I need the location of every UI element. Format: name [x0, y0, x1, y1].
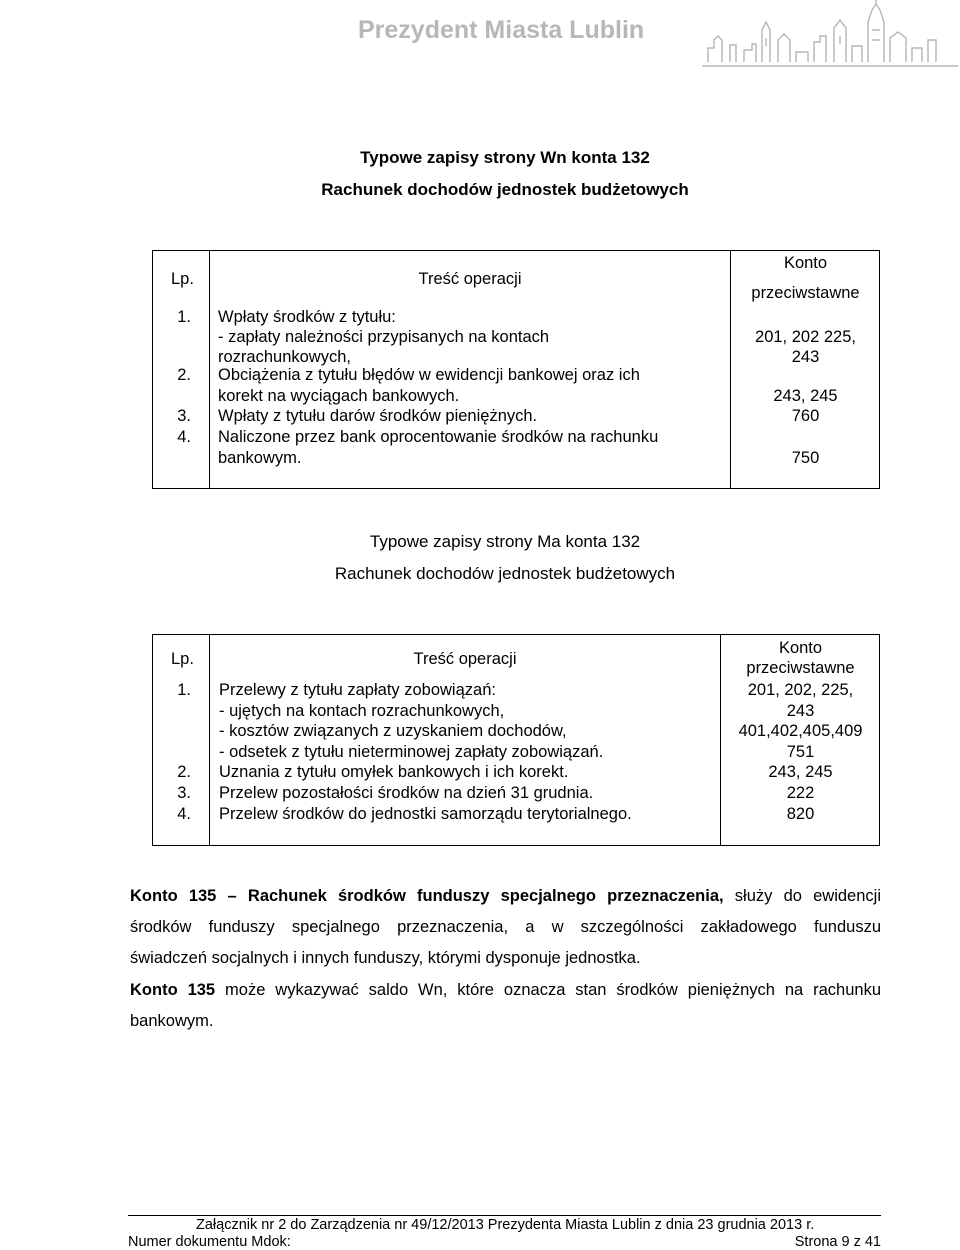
table-wn-lp-1: 1. — [177, 308, 191, 326]
table-ma-konto: 243 — [786, 702, 815, 720]
table-ma-lp-2: 2. — [177, 763, 191, 781]
konto-135-label: Konto 135 — [130, 981, 216, 999]
paragraph-text: może wykazywać saldo Wn, które oznacza stan środków pieniężnych na rachunku — [215, 981, 882, 999]
table-wn-konto: 201, 202 225, — [755, 328, 856, 346]
table-wn-konto: 243 — [791, 348, 820, 366]
section-ma-title: Typowe zapisy strony Ma konta 132 — [369, 532, 641, 551]
table-ma-tresc-line: Uznania z tytułu omyłek bankowych i ich korekt. — [219, 763, 569, 781]
paragraph-text: służy do ewidencji — [723, 887, 881, 905]
table-wn-header-konto: Konto — [783, 254, 828, 272]
table-ma-header-lp: Lp. — [171, 650, 194, 668]
table-wn-header-konto-2: przeciwstawne — [751, 284, 860, 302]
table-ma-tresc-line: - kosztów związanych z uzyskaniem dochodów, — [219, 722, 567, 740]
table-wn-konto: 243, 245 — [773, 387, 838, 405]
table-ma-tresc-line: Przelew pozostałości środków na dzień 31 grudnia. — [219, 784, 594, 802]
table-wn-tresc-line: korekt na wyciągach bankowych. — [218, 387, 460, 405]
paragraph-konto-135-line: świadczeń socjalnych i innych funduszy, którymi dysponuje jednostka. — [130, 949, 641, 967]
paragraph-saldo-line — [130, 980, 881, 1000]
table-ma-header-tresc: Treść operacji — [413, 650, 517, 668]
paragraph-saldo-line: bankowym. — [130, 1012, 214, 1030]
table-ma-konto: 201, 202, 225, — [747, 681, 854, 699]
section-wn-subtitle: Rachunek dochodów jednostek budżetowych — [321, 180, 689, 199]
table-ma-tresc-line: - odsetek z tytułu nieterminowej zapłaty zobowiązań. — [219, 743, 604, 761]
table-ma-lp-1: 1. — [177, 681, 191, 699]
konto-135-heading: Konto 135 – Rachunek środków funduszy specjalnego przeznaczenia, — [130, 887, 724, 905]
table-wn-lp-3: 3. — [177, 407, 191, 425]
footer-page-number: Strona 9 z 41 — [794, 1234, 881, 1250]
paragraph-konto-135-line — [130, 886, 881, 906]
city-skyline-logo — [700, 0, 960, 80]
section-ma-subtitle: Rachunek dochodów jednostek budżetowych — [334, 564, 676, 583]
paragraph-konto-135-line: środków funduszy specjalnego przeznaczenia, a w szczególności zakładowego funduszu — [130, 918, 881, 936]
footer-doc-number: Numer dokumentu Mdok: — [128, 1234, 291, 1250]
table-ma-lp-4: 4. — [177, 805, 191, 823]
table-wn — [152, 250, 880, 489]
table-wn-tresc-line: rozrachunkowych, — [218, 348, 351, 366]
table-ma-header-konto-2: przeciwstawne — [746, 659, 855, 677]
table-wn-tresc-line: - zapłaty należności przypisanych na kontach — [218, 328, 550, 346]
table-wn-tresc-line: Naliczone przez bank oprocentowanie środków na rachunku — [218, 428, 659, 446]
table-ma-konto: 751 — [786, 743, 815, 761]
table-wn-konto: 750 — [791, 449, 820, 467]
table-wn-header-tresc: Treść operacji — [418, 270, 522, 288]
table-ma-tresc-line: Przelewy z tytułu zapłaty zobowiązań: — [219, 681, 496, 699]
footer-attachment-note: Załącznik nr 2 do Zarządzenia nr 49/12/2013 Prezydenta Miasta Lublin z dnia 23 grudnia 2013 r. — [196, 1217, 815, 1233]
table-ma-tresc-line: Przelew środków do jednostki samorządu terytorialnego. — [219, 805, 632, 823]
table-ma-lp-3: 3. — [177, 784, 191, 802]
table-wn-tresc-line: Obciążenia z tytułu błędów w ewidencji bankowej oraz ich — [218, 366, 640, 384]
table-wn-header-lp: Lp. — [171, 270, 194, 288]
table-ma-konto: 243, 245 — [768, 763, 833, 781]
table-wn-konto: 760 — [791, 407, 820, 425]
table-ma-konto: 820 — [786, 805, 815, 823]
footer-divider — [128, 1215, 881, 1216]
table-ma-tresc-line: - ujętych na kontach rozrachunkowych, — [219, 702, 505, 720]
table-wn-lp-2: 2. — [177, 366, 191, 384]
table-wn-tresc-line: bankowym. — [218, 449, 302, 467]
table-ma-konto: 401,402,405,409 — [738, 722, 863, 740]
table-ma-konto: 222 — [786, 784, 815, 802]
table-wn-lp-4: 4. — [177, 428, 191, 446]
table-ma — [152, 634, 880, 846]
table-ma-header-konto: Konto — [778, 639, 823, 657]
table-wn-tresc-line: Wpłaty z tytułu darów środków pieniężnych. — [218, 407, 538, 425]
section-wn-title: Typowe zapisy strony Wn konta 132 — [360, 148, 650, 167]
table-wn-tresc-line: Wpłaty środków z tytułu: — [218, 308, 396, 326]
page-header-title: Prezydent Miasta Lublin — [358, 16, 645, 44]
